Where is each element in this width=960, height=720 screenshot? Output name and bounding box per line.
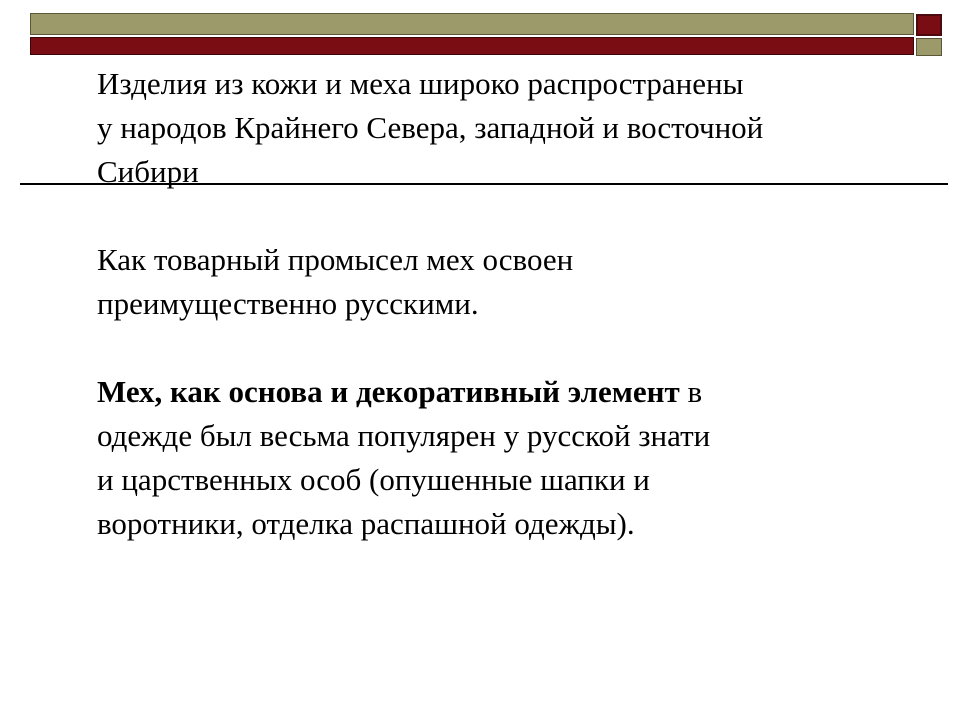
header-olive-bar (30, 13, 914, 35)
header-maroon-bar (30, 37, 914, 55)
paragraph-fur-clothing (97, 370, 917, 546)
bold-phrase: Мех, как основа и декоративный элемент (97, 374, 680, 409)
text-line: и царственных особ (опушенные шапки и (97, 462, 650, 497)
paragraph-fur-trade (97, 238, 917, 326)
slide-body (97, 62, 917, 546)
corner-olive-square (916, 38, 942, 56)
corner-maroon-square (916, 14, 942, 36)
text-line: одежде был весьма популярен у русской знати (97, 418, 711, 453)
text-line: Сибири (97, 154, 199, 189)
text-line: преимущественно русскими. (97, 286, 479, 321)
text-line: Как товарный промысел мех освоен (97, 242, 574, 277)
text-line (97, 370, 917, 414)
paragraph-spacer (97, 194, 917, 238)
text-line: у народов Крайнего Севера, западной и восточной (97, 110, 764, 145)
text-line: Изделия из кожи и меха широко распространены (97, 66, 744, 101)
paragraph-spacer (97, 326, 917, 370)
text-fragment: в (679, 374, 703, 409)
paragraph-leather-fur (97, 62, 917, 194)
text-line: воротники, отделка распашной одежды). (97, 506, 635, 541)
